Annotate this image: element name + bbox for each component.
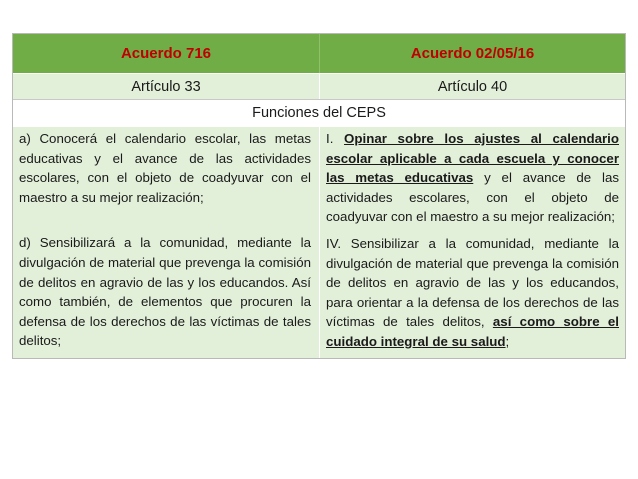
table-title: Funciones del CEPS (252, 105, 386, 121)
header-right: Acuerdo 02/05/16 (410, 45, 535, 62)
right-paragraph-2-emphasis: así como sobre el cuidado integral de su salud (326, 314, 619, 349)
title-row (13, 99, 625, 126)
body-row (13, 126, 625, 358)
right-paragraph-2-text: IV. Sensibilizar a la comunidad, mediante la divulgación de material que prevenga la comisión de delitos en agravio de las y los educandos, para orientar a la defensa de los derechos de las víctimas de tales delitos, (326, 235, 619, 330)
header-left: Acuerdo 716 (13, 34, 320, 73)
subheader-row (13, 73, 625, 99)
right-paragraph-1-rest: y el avance de las actividades escolares, con el objeto de coadyuvar con el maestro a su mejor realización; (326, 170, 619, 225)
left-paragraph-1: a) Conocerá el calendario escolar, las metas educativas y el avance de las actividades escolares, con el objeto de coadyuvar con el maestro a su mejor realización; (19, 131, 311, 205)
right-paragraph-1 (326, 129, 619, 227)
left-paragraph-2: d) Sensibilizará a la comunidad, mediante la divulgación de material que prevenga la comisión de delitos en agravio de las y los educandos. Así como también, de elementos que procuren la defensa de los derechos de las víctimas de tales delitos; (19, 235, 311, 349)
left-column (13, 127, 320, 358)
right-column (320, 127, 625, 358)
header-row (13, 34, 625, 73)
comparison-table (12, 33, 626, 359)
subheader-left: Artículo 33 (13, 74, 320, 99)
right-paragraph-2 (326, 234, 619, 352)
right-paragraph-1-emphasis: Opinar sobre los ajustes al calendario escolar aplicable a cada escuela y conocer las metas educativas (326, 131, 619, 186)
right-paragraph-2-end: ; (505, 333, 510, 349)
subheader-right: Artículo 40 (437, 78, 508, 95)
right-paragraph-1-prefix: I. (326, 131, 345, 146)
